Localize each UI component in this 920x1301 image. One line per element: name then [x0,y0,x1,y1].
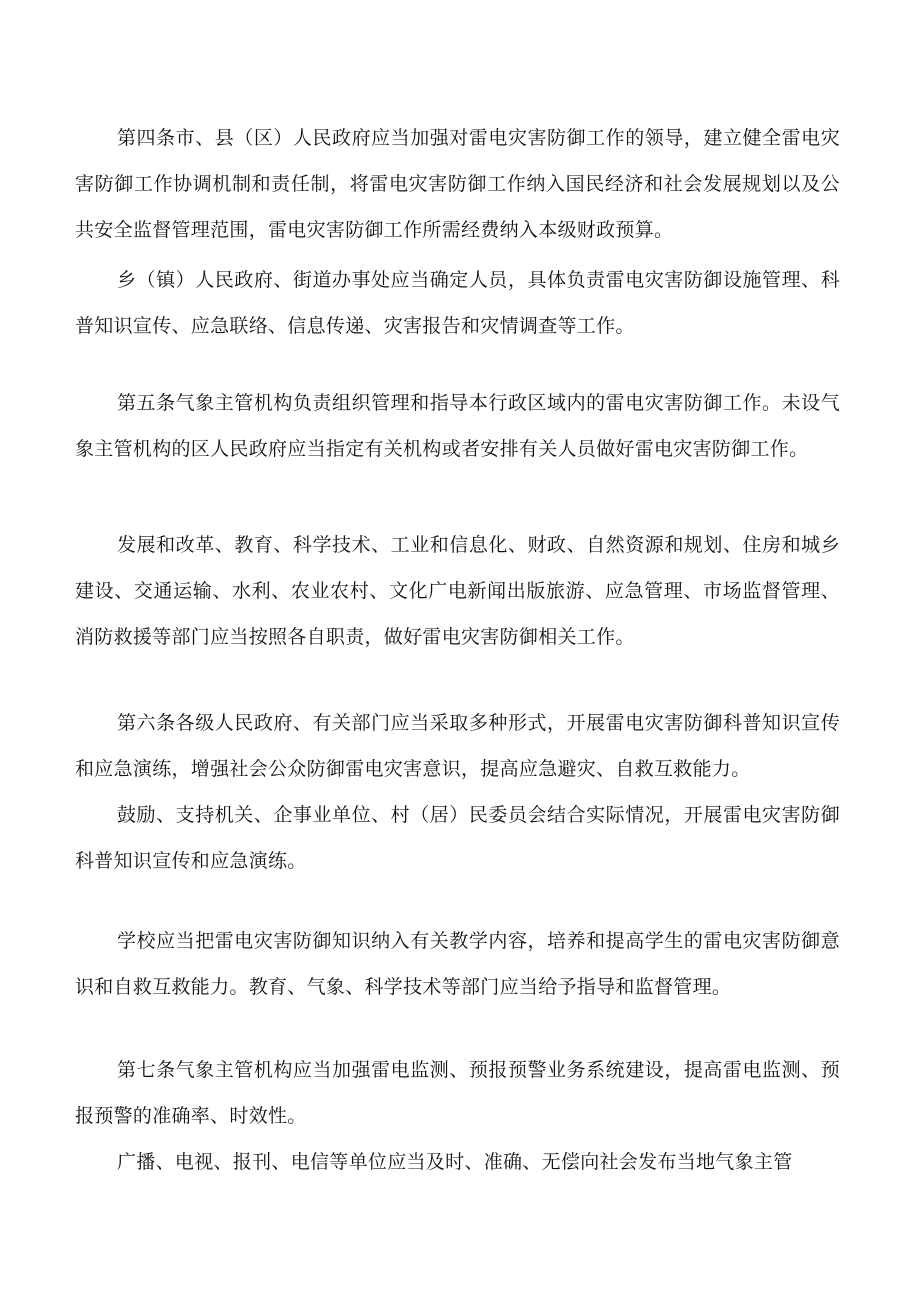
paragraph-article-4: 第四条市、县（区）人民政府应当加强对雷电灾害防御工作的领导，建立健全雷电灾害防御工作协调机制和责任制，将雷电灾害防御工作纳入国民经济和社会发展规划以及公共安全监督管理范围，雷电灾害防御工作所需经费纳入本级财政预算。 [75,127,840,241]
paragraph-media-release: 广播、电视、报刊、电信等单位应当及时、准确、无偿向社会发布当地气象主管 [117,1151,793,1173]
paragraph-departments-duties: 发展和改革、教育、科学技术、工业和信息化、财政、自然资源和规划、住房和城乡建设、交通运输、水利、农业农村、文化广电新闻出版旅游、应急管理、市场监督管理、消防救援等部门应当按照各自职责，做好雷电灾害防御相关工作。 [75,534,840,648]
paragraph-schools: 学校应当把雷电灾害防御知识纳入有关教学内容，培养和提高学生的雷电灾害防御意识和自救互救能力。教育、气象、科学技术等部门应当给予指导和监督管理。 [75,930,840,998]
paragraph-article-5: 第五条气象主管机构负责组织管理和指导本行政区域内的雷电灾害防御工作。未设气象主管机构的区人民政府应当指定有关机构或者安排有关人员做好雷电灾害防御工作。 [75,392,840,460]
paragraph-article-6: 第六条各级人民政府、有关部门应当采取多种形式，开展雷电灾害防御科普知识宣传和应急演练，增强社会公众防御雷电灾害意识，提高应急避灾、自救互救能力。 [75,712,840,780]
paragraph-township-duties: 乡（镇）人民政府、街道办事处应当确定人员，具体负责雷电灾害防御设施管理、科普知识宣传、应急联络、信息传递、灾害报告和灾情调查等工作。 [75,269,840,337]
paragraph-encourage-units: 鼓励、支持机关、企事业单位、村（居）民委员会结合实际情况，开展雷电灾害防御科普知识宣传和应急演练。 [75,804,840,872]
paragraph-article-7: 第七条气象主管机构应当加强雷电监测、预报预警业务系统建设，提高雷电监测、预报预警的准确率、时效性。 [75,1059,840,1127]
